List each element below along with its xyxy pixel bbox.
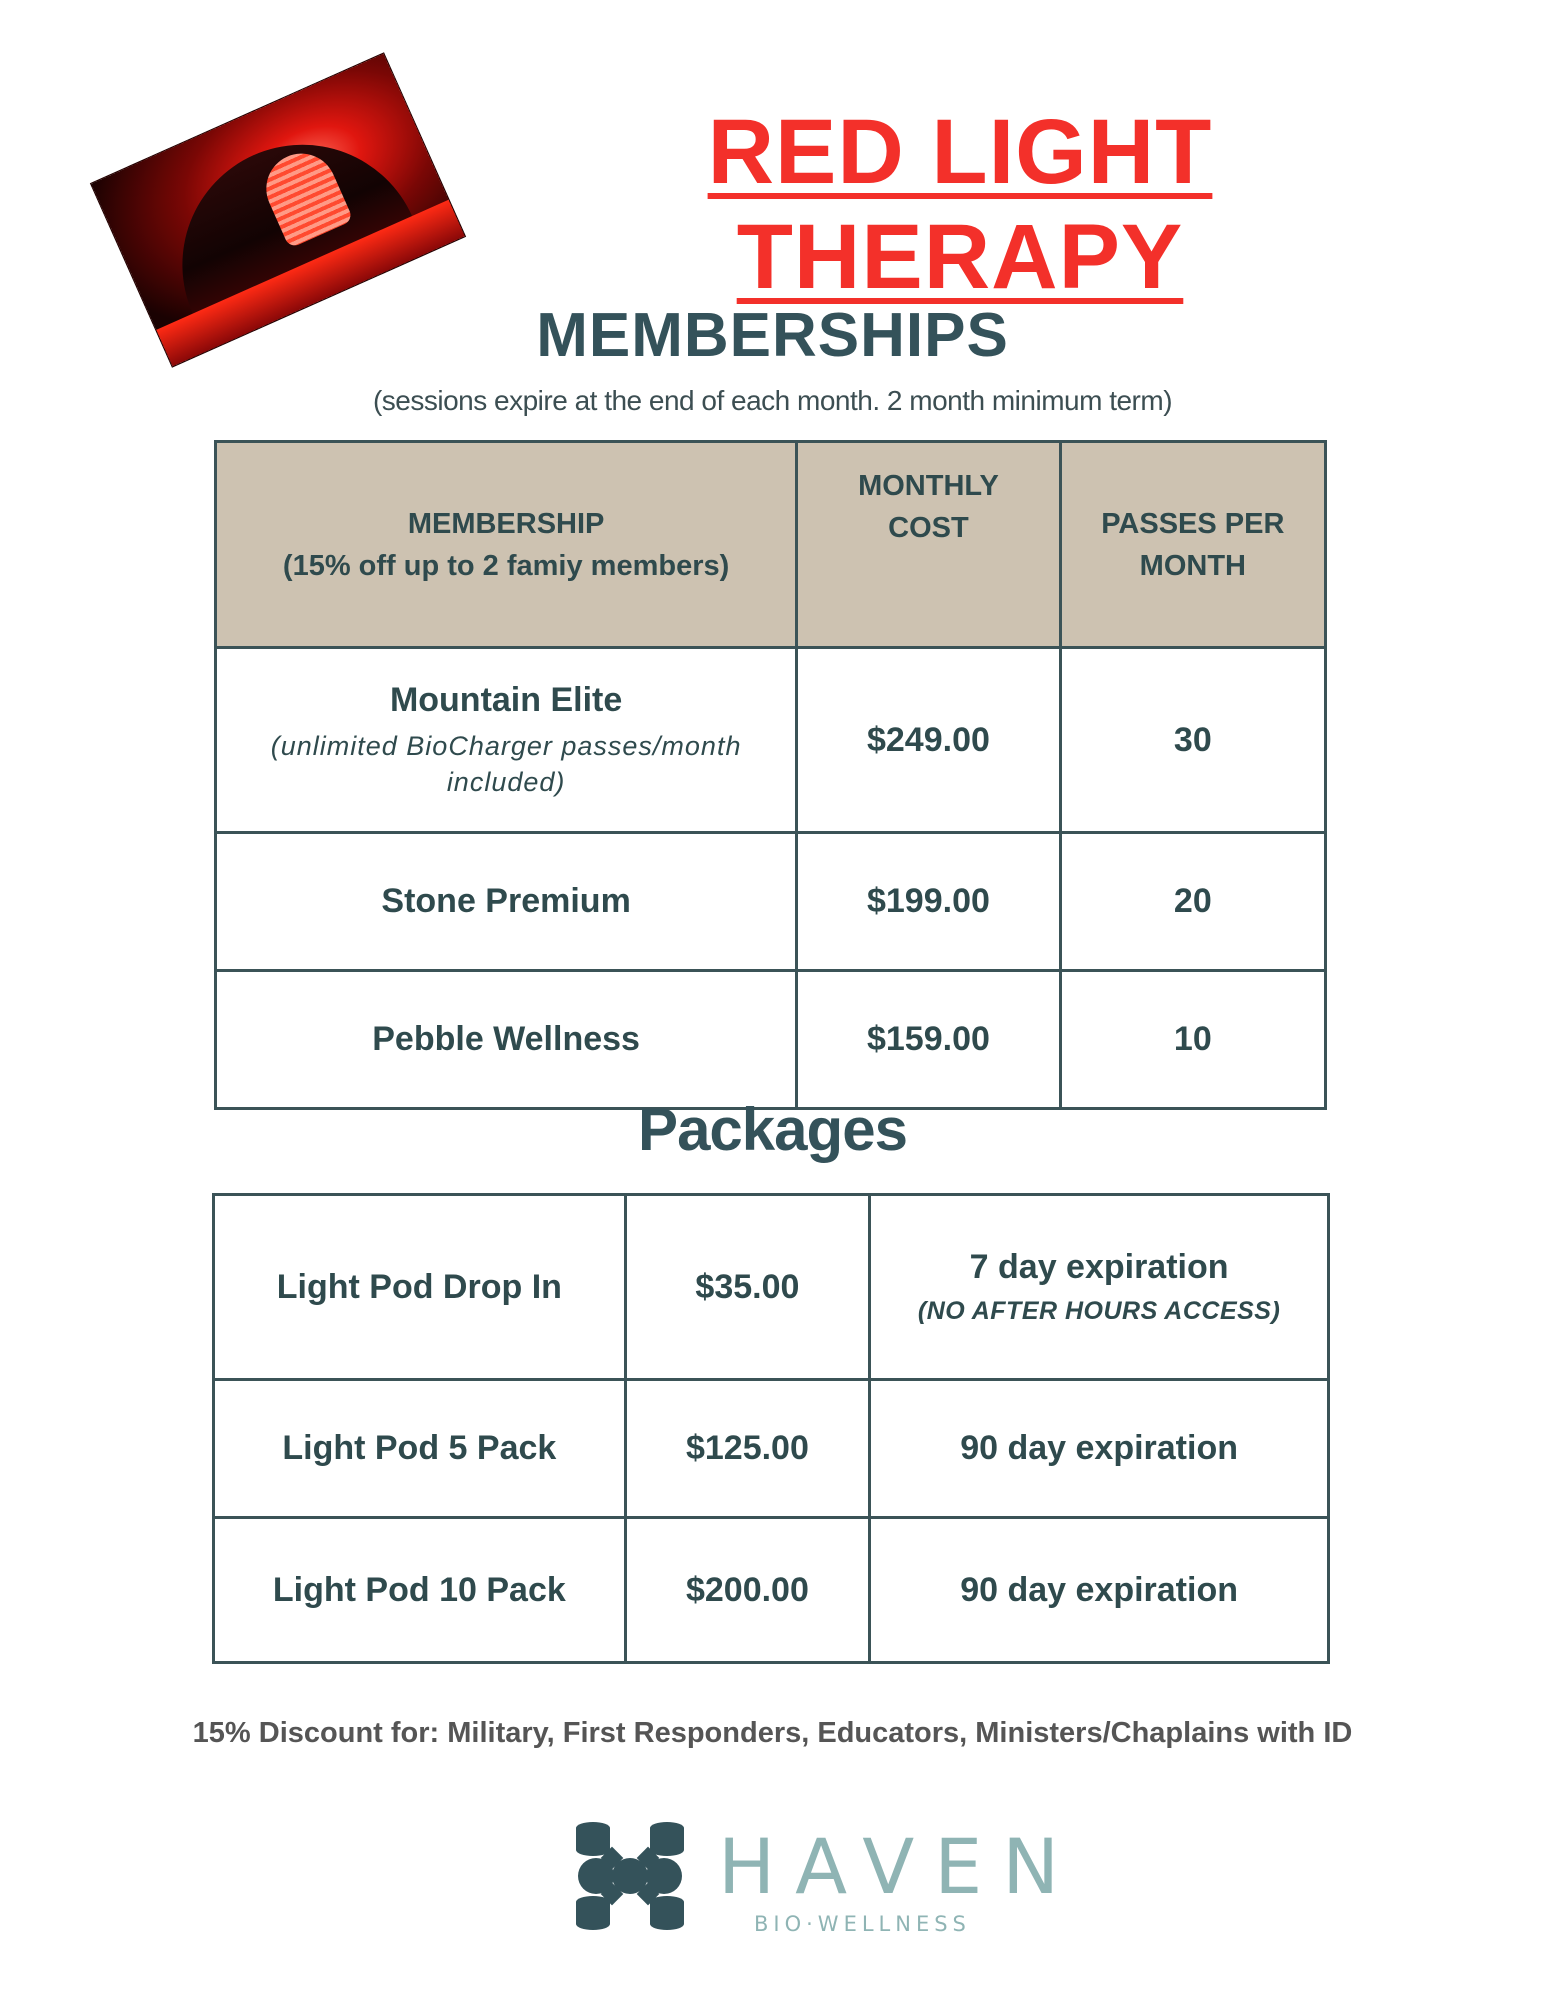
- table-row: [216, 648, 1326, 833]
- page-title: RED LIGHT THERAPY: [707, 101, 1213, 308]
- packages-heading: Packages: [638, 1096, 907, 1163]
- package-price: $200.00: [625, 1518, 870, 1663]
- brand-name: HAVEN: [718, 1822, 1080, 1911]
- membership-column-header: [216, 442, 797, 648]
- package-name: Light Pod Drop In: [214, 1195, 626, 1380]
- header-line: PASSES PER: [1101, 507, 1285, 540]
- package-price: $35.00: [625, 1195, 870, 1380]
- header-line: (15% off up to 2 famiy members): [282, 549, 730, 582]
- table-row: [214, 1195, 1329, 1380]
- table-header-row: [216, 442, 1326, 648]
- header-line: MEMBERSHIP: [407, 507, 605, 540]
- plan-name: Pebble Wellness: [216, 971, 797, 1109]
- table-row: [214, 1380, 1329, 1518]
- packages-table: [212, 1193, 1330, 1664]
- package-name: Light Pod 5 Pack: [214, 1380, 626, 1518]
- table-row: [216, 971, 1326, 1109]
- memberships-table: [214, 440, 1327, 1110]
- brand-tagline: BIO·WELLNESS: [754, 1912, 971, 1936]
- plan-cost: $249.00: [797, 648, 1060, 833]
- package-name: Light Pod 10 Pack: [214, 1518, 626, 1663]
- haven-logo-icon: [574, 1820, 686, 1932]
- plan-name-cell: [216, 648, 797, 833]
- header-line: COST: [888, 512, 969, 544]
- header-line: MONTHLY: [858, 470, 999, 502]
- package-note: (NO AFTER HOURS ACCESS): [917, 1297, 1281, 1325]
- cost-column-header: [797, 442, 1060, 648]
- package-expiration-cell: [870, 1195, 1329, 1380]
- plan-name: Stone Premium: [216, 833, 797, 971]
- table-row: [216, 833, 1326, 971]
- memberships-note: (sessions expire at the end of each month. 2 month minimum term): [372, 385, 1173, 416]
- header-line: MONTH: [1139, 549, 1246, 582]
- package-price: $125.00: [625, 1380, 870, 1518]
- plan-name: Mountain Elite: [389, 680, 623, 719]
- discount-note: 15% Discount for: Military, First Responders, Educators, Ministers/Chaplains with ID: [192, 1717, 1353, 1749]
- plan-passes: 10: [1060, 971, 1325, 1109]
- plan-passes: 20: [1060, 833, 1325, 971]
- package-expiration: 7 day expiration: [969, 1248, 1229, 1286]
- plan-cost: $159.00: [797, 971, 1060, 1109]
- plan-cost: $199.00: [797, 833, 1060, 971]
- package-expiration: 90 day expiration: [870, 1518, 1329, 1663]
- passes-column-header: [1060, 442, 1325, 648]
- package-expiration: 90 day expiration: [870, 1380, 1329, 1518]
- table-row: [214, 1518, 1329, 1663]
- plan-passes: 30: [1060, 648, 1325, 833]
- plan-subtitle: (unlimited BioCharger passes/month included): [270, 730, 742, 797]
- memberships-heading: MEMBERSHIPS: [536, 301, 1009, 370]
